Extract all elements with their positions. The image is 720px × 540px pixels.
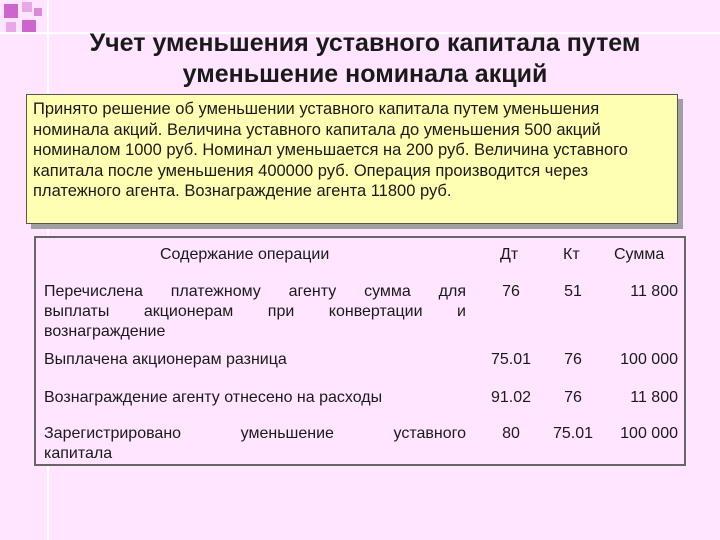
corner-decoration <box>0 0 64 42</box>
row-1-debit: 76 <box>502 283 520 300</box>
row-1-op-line-3: вознаграждение <box>44 323 166 340</box>
header-operation: Содержание операции <box>160 246 330 263</box>
table-row <box>44 388 466 408</box>
row-4-op-line-1: Зарегистрировано уменьшение уставного <box>44 425 466 442</box>
row-4-op-line-2: капитала <box>44 445 113 462</box>
row-1-amount: 11 800 <box>630 283 678 300</box>
row-2-debit: 75.01 <box>490 351 532 368</box>
operations-table <box>34 236 686 466</box>
table-row <box>44 282 466 342</box>
table-row <box>44 424 466 464</box>
row-3-debit: 91.02 <box>490 389 532 406</box>
row-2-op-line-1: Выплачена акционерам разница <box>44 351 287 368</box>
row-1-credit: 51 <box>564 283 582 300</box>
header-debit: Дт <box>500 246 519 263</box>
row-4-amount: 100 000 <box>620 425 678 442</box>
row-1-op-line-2: выплаты акционерам при конвертации и <box>44 303 466 320</box>
row-4-credit: 75.01 <box>552 425 594 442</box>
header-amount: Сумма <box>614 246 665 263</box>
header-credit: Кт <box>563 246 580 263</box>
page-title: Учет уменьшения уставного капитала путем уменьшение номинала акций <box>89 29 641 88</box>
table-row <box>44 350 466 370</box>
row-3-amount: 11 800 <box>630 389 678 406</box>
task-description-box: Принято решение об уменьшении уставного капитала путем уменьшения номинала акций. Величина уставного капитала до уменьшения 500 акций номиналом 1000 руб. Номинал уменьшается на 200 руб. Величина уставного капитала после уменьшения 400000 руб. Операция производится через платежного агента. Вознаграждение агента 11800 руб. <box>26 94 678 224</box>
row-3-credit: 76 <box>564 389 582 406</box>
row-2-credit: 76 <box>564 351 582 368</box>
row-3-op-line-1: Вознаграждение агенту отнесено на расходы <box>44 389 383 406</box>
row-2-amount: 100 000 <box>620 351 678 368</box>
row-4-debit: 80 <box>502 425 520 442</box>
row-1-op-line-1: Перечислена платежному агенту сумма для <box>44 283 466 300</box>
